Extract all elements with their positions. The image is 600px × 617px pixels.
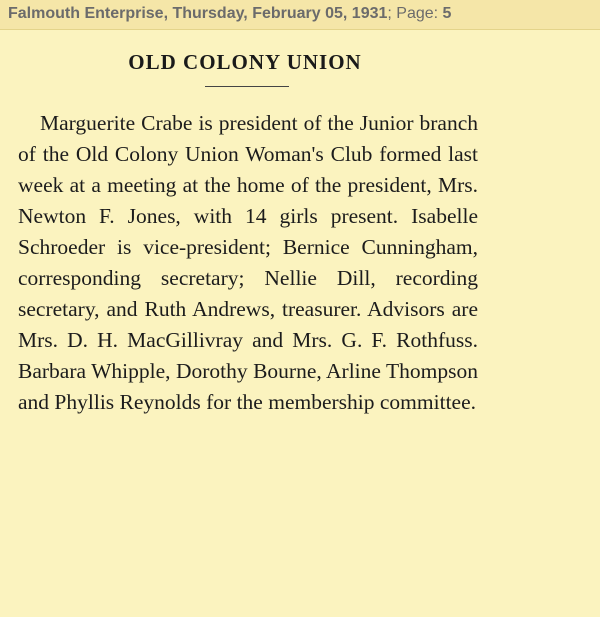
page-number: 5 xyxy=(442,5,452,22)
page-label: Page: xyxy=(396,5,439,22)
source-header xyxy=(0,0,600,30)
header-separator: ; xyxy=(387,5,397,22)
publication-title: Falmouth Enterprise, Thursday, February 05, 1931 xyxy=(8,5,388,22)
article-clipping xyxy=(0,30,600,617)
article-body: Marguerite Crabe is president of the Junior branch of the Old Colony Union Woman's Club formed last week at a meeting at the home of the president, Mrs. Newton F. Jones, with 14 girls present. Isabelle Schroeder is vice-president; Bernice Cunningham, corresponding secretary; Nellie Dill, recording secretary, and Ruth Andrews, treasurer. Advisors are Mrs. D. H. MacGillivray and Mrs. G. F. Rothfuss. Barbara Whipple, Dorothy Bourne, Arline Thompson and Phyllis Reynolds for the membership committee. xyxy=(18,111,478,414)
headline-rule xyxy=(205,86,289,87)
article-headline: OLD COLONY UNION xyxy=(128,50,362,74)
